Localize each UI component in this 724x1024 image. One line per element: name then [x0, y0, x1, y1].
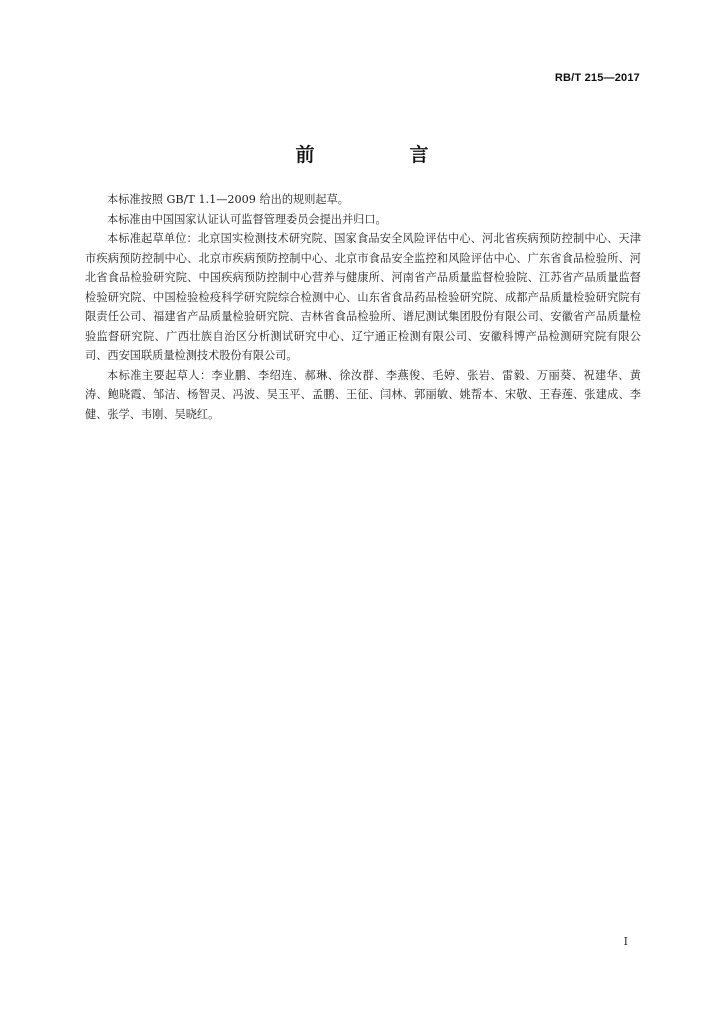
page-title: 前 言 — [295, 144, 467, 166]
paragraph-drafting-rules: 本标准按照 GB/T 1.1—2009 给出的规则起草。 — [107, 193, 349, 206]
preface-body — [85, 190, 641, 424]
paragraph-drafters: 本标准主要起草人：李业鹏、李绍连、郝琳、徐汝群、李燕俊、毛婷、张岩、雷毅、万丽葵、祝建华、黄涛、鲍晓霞、邹洁、杨智灵、冯波、吴玉平、孟鹏、王征、闫林、郭丽敏、姚帮本、宋敬、王春莲、张建成、李健、张学、韦刚、吴晓红。 — [85, 368, 641, 421]
paragraph-proposer: 本标准由中国国家认证认可监督管理委员会提出并归口。 — [107, 212, 387, 226]
standard-code: RB/T 215—2017 — [554, 72, 640, 84]
paragraph-drafting-units: 本标准起草单位：北京国实检测技术研究院、国家食品安全风险评估中心、河北省疾病预防控制中心、天津市疾病预防控制中心、北京市疾病预防控制中心、北京市食品安全监控和风险评估中心、广东省食品检验所、河北省食品检验研究院、中国疾病预防控制中心营养与健康所、河南省产品质量监督检验院、江苏省产品质量监督检验研究院、中国检验检疫科学研究院综合检测中心、山东省食品药品检验研究院、成都产品质量检验研究院有限责任公司、福建省产品质量检验研究院、吉林省食品检验所、谱尼测试集团股份有限公司、安徽省产品质量检验监督研究院、广西壮族自治区分析测试研究中心、辽宁通正检测有限公司、安徽科博产品检测研究院有限公司、西安国联质量检测技术股份有限公司。 — [85, 232, 641, 362]
page-number: I — [623, 935, 628, 948]
